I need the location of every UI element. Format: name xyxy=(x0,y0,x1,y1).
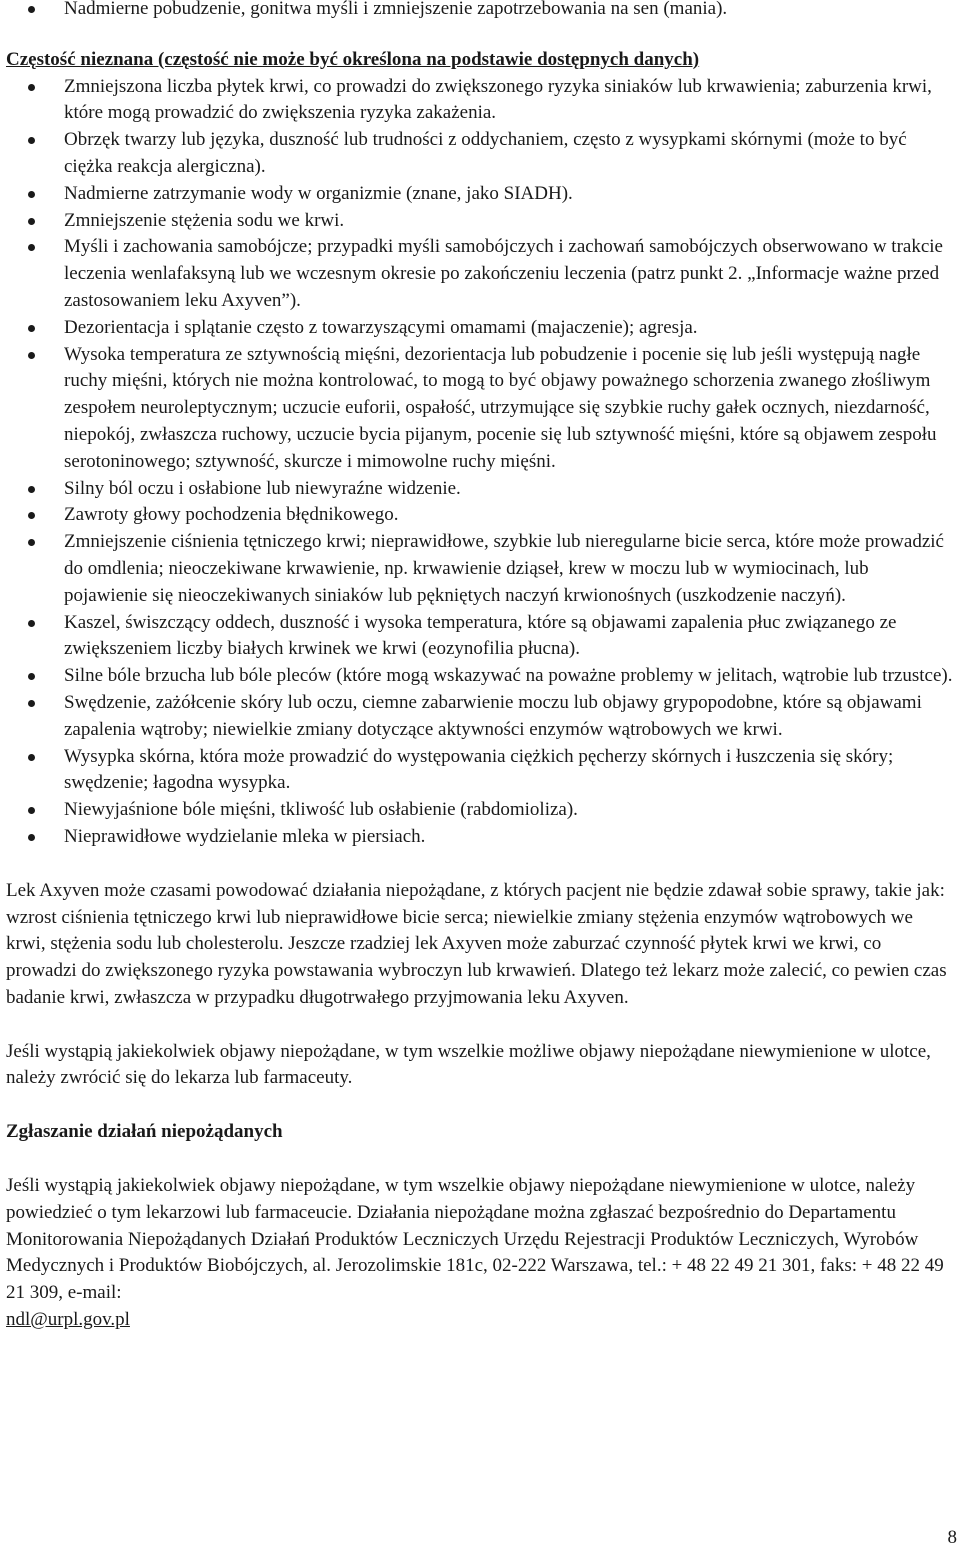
list-item-text: Wysoka temperatura ze sztywnością mięśni, dezorientacja lub pobudzenie i pocenie się lub jeśli występują nagłe ruchy mięśni, których nie można kontrolować, to mogą to być objawy poważnego schorzenia zwanego złośliwym zespołem neuroleptycznym; uczucie euforii, ospałość, utrzymujące się szybkie ruchy gałek ocznych, niezdarność, niepokój, zwłaszcza ruchowy, uczucie bycia pijanym, pocenie się lub sztywność mięśni, które są objawem zespołu serotoninowego; sztywność, skurcze i mimowolne ruchy mięśni. xyxy=(64,343,937,472)
list-item xyxy=(6,797,954,824)
bullet-icon xyxy=(28,754,35,761)
list-item xyxy=(6,208,954,235)
reporting-text: Jeśli wystąpią jakiekolwiek objawy niepożądane, w tym wszelkie objawy niepożądane niewymienione w ulotce, należy powiedzieć o tym lekarzowi lub farmaceucie. Działania niepożądane można zgłaszać bezpośrednio do Departamentu Monitorowania Niepożądanych Działań Produktów Leczniczych Urzędu Rejestracji Produktów Leczniczych, Wyrobów Medycznych i Produktów Biobójczych, al. Jerozolimskie 181c, 02-222 Warszawa, tel.: + 48 22 49 21 301, faks: + 48 22 49 21 309, e-mail: xyxy=(6,1175,944,1304)
list-item xyxy=(6,610,954,664)
list-item xyxy=(6,315,954,342)
email-link[interactable]: ndl@urpl.gov.pl xyxy=(6,1309,130,1331)
list-item xyxy=(6,234,954,314)
bullet-icon xyxy=(28,6,35,13)
list-item xyxy=(6,476,954,503)
list-item-text: Myśli i zachowania samobójcze; przypadki myśli samobójczych i zachowań samobójczych obserwowano w trakcie leczenia wenlafaksyną lub we wczesnym okresie po zakończeniu leczenia (patrz punkt 2. „Informacje ważne przed zastosowaniem leku Axyven”). xyxy=(64,236,943,311)
list-item-text: Kaszel, świszczący oddech, duszność i wysoka temperatura, które są objawami zapalenia płuc związanego ze zwiększeniem liczby białych krwinek we krwi (eozynofilia płucna). xyxy=(64,611,897,660)
paragraph-contact-doctor: Jeśli wystąpią jakiekolwiek objawy niepożądane, w tym wszelkie możliwe objawy niepożądane niewymienione w ulotce, należy zwrócić się do lekarza lub farmaceuty. xyxy=(6,1040,931,1089)
list-item xyxy=(6,181,954,208)
list-item xyxy=(6,74,954,128)
bullet-icon xyxy=(28,137,35,144)
bullet-icon xyxy=(28,218,35,225)
bullet-icon xyxy=(28,512,35,519)
list-item xyxy=(6,529,954,609)
frequency-heading: Częstość nieznana (częstość nie może być określona na podstawie dostępnych danych) xyxy=(6,48,700,70)
list-item xyxy=(6,824,954,851)
bullet-icon xyxy=(28,352,35,359)
bullet-icon xyxy=(28,325,35,332)
bullet-list-main xyxy=(6,74,954,851)
list-item-text: Zawroty głowy pochodzenia błędnikowego. xyxy=(64,504,399,526)
paragraph-side-effects-info: Lek Axyven może czasami powodować działania niepożądane, z których pacjent nie będzie zdawał sobie sprawy, takie jak: wzrost ciśnienia tętniczego krwi lub nieprawidłowe bicie serca; niewielkie zmiany stężenia enzymów wątrobowych we krwi, stężenia sodu lub cholesterolu. Jeszcze rzadziej lek Axyven może zaburzać czynność płytek krwi we krwi, co prowadzi do zwiększonego ryzyka powstawania wybroczyn lub krwawień. Dlatego też lekarz może zalecić, co pewien czas badanie krwi, zwłaszcza w przypadku długotrwałego przyjmowania leku Axyven. xyxy=(6,879,947,1008)
list-item xyxy=(6,342,954,476)
list-item-text: Niewyjaśnione bóle mięśni, tkliwość lub osłabienie (rabdomioliza). xyxy=(64,799,578,821)
list-item xyxy=(6,0,954,23)
list-item-text: Dezorientacja i splątanie często z towarzyszącymi omamami (majaczenie); agresja. xyxy=(64,316,698,338)
list-item-text: Zmniejszenie stężenia sodu we krwi. xyxy=(64,209,345,231)
list-item-text: Nieprawidłowe wydzielanie mleka w piersiach. xyxy=(64,825,426,847)
bullet-icon xyxy=(28,834,35,841)
bullet-icon xyxy=(28,84,35,91)
list-item-text: Zmniejszenie ciśnienia tętniczego krwi; nieprawidłowe, szybkie lub nieregularne bicie serca, które może prowadzić do omdlenia; nieoczekiwane krwawienie, np. krwawienie dziąseł, krew w moczu lub w wymiocinach, lub pojawienie się nieoczekiwanych siniaków lub pękniętych naczyń krwionośnych (uszkodzenie naczyń). xyxy=(64,531,944,606)
list-item-text: Nadmierne zatrzymanie wody w organizmie (znane, jako SIADH). xyxy=(64,182,573,204)
document-page xyxy=(6,0,954,1334)
bullet-icon xyxy=(28,486,35,493)
list-item-text: Silny ból oczu i osłabione lub niewyraźne widzenie. xyxy=(64,477,461,499)
page-number: 8 xyxy=(947,1527,957,1548)
bullet-icon xyxy=(28,620,35,627)
bullet-icon xyxy=(28,244,35,251)
bullet-icon xyxy=(28,191,35,198)
bullet-icon xyxy=(28,807,35,814)
bullet-list-top xyxy=(6,0,954,23)
bullet-icon xyxy=(28,700,35,707)
list-item-text: Nadmierne pobudzenie, gonitwa myśli i zmniejszenie zapotrzebowania na sen (mania). xyxy=(64,0,728,19)
list-item xyxy=(6,127,954,181)
list-item-text: Swędzenie, zażółcenie skóry lub oczu, ciemne zabarwienie moczu lub objawy grypopodobne, które są objawami zapalenia wątroby; niewielkie zmiany dotyczące aktywności enzymów wątrobowych we krwi. xyxy=(64,691,922,740)
list-item-text: Obrzęk twarzy lub języka, duszność lub trudności z oddychaniem, często z wysypkami skórnymi (może to być ciężka reakcja alergiczna). xyxy=(64,129,907,177)
bullet-icon xyxy=(28,673,35,680)
list-item xyxy=(6,502,954,529)
list-item xyxy=(6,744,954,798)
list-item-text: Zmniejszona liczba płytek krwi, co prowadzi do zwiększonego ryzyka siniaków lub krwawienia; zaburzenia krwi, które mogą prowadzić do zwiększenia ryzyka zakażenia. xyxy=(64,75,932,124)
list-item xyxy=(6,663,954,690)
paragraph-reporting xyxy=(6,1173,954,1334)
list-item-text: Wysypka skórna, która może prowadzić do występowania ciężkich pęcherzy skórnych i łuszczenia się skóry; swędzenie; łagodna wysypka. xyxy=(64,745,894,794)
list-item xyxy=(6,690,954,744)
reporting-heading: Zgłaszanie działań niepożądanych xyxy=(6,1121,283,1143)
list-item-text: Silne bóle brzucha lub bóle pleców (które mogą wskazywać na poważne problemy w jelitach, wątrobie lub trzustce). xyxy=(64,665,953,687)
bullet-icon xyxy=(28,539,35,546)
